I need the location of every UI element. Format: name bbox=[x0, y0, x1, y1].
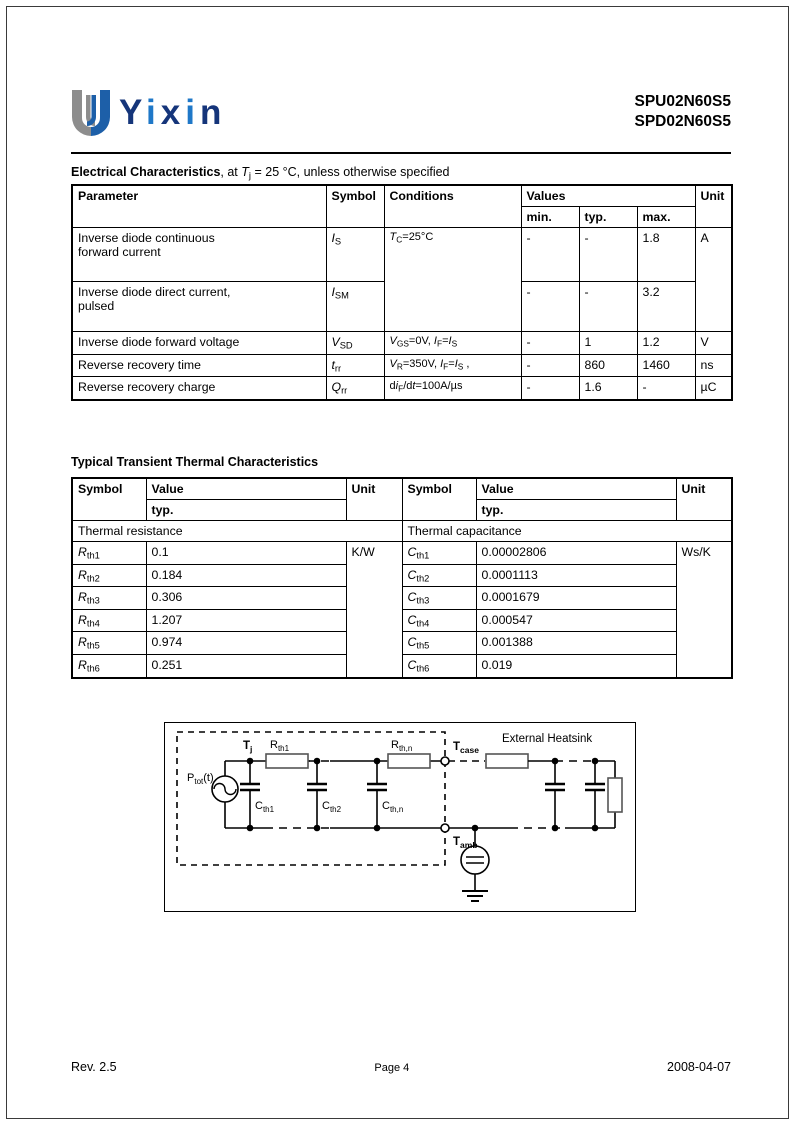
header-symbol-right: Symbol bbox=[402, 478, 476, 521]
cell-symbol bbox=[326, 377, 384, 400]
symbol-main: C bbox=[407, 567, 417, 582]
symbol-main: C bbox=[407, 658, 417, 673]
page-footer bbox=[71, 1060, 731, 1074]
label-cth1: $C_{th1}$ bbox=[255, 800, 275, 814]
part-number-secondary: SPD02N60S5 bbox=[634, 113, 731, 130]
symbol-sub: SM bbox=[334, 290, 349, 301]
table-row bbox=[72, 655, 732, 678]
electrical-title-rest1: , at bbox=[220, 165, 242, 179]
cell-typ: - bbox=[579, 282, 637, 332]
cell-value: 0.306 bbox=[146, 587, 346, 610]
yixin-u-logo-icon bbox=[71, 90, 111, 136]
parameter-line-1: Inverse diode direct current, bbox=[78, 285, 231, 299]
label-external-heatsink: External Heatsink bbox=[502, 733, 593, 745]
cell-value: 0.184 bbox=[146, 564, 346, 587]
cell-value: 0.0001679 bbox=[476, 587, 676, 610]
symbol-main: C bbox=[407, 635, 417, 650]
electrical-title-bold: Electrical Characteristics bbox=[71, 165, 221, 179]
symbol-sub: th5 bbox=[416, 641, 430, 652]
table-header-row-1 bbox=[72, 185, 732, 207]
cell-symbol bbox=[326, 332, 384, 355]
symbol-main: C bbox=[407, 545, 417, 559]
conditions-sub: C bbox=[396, 234, 403, 245]
cell-min: - bbox=[521, 282, 579, 332]
cell-typ: 1.6 bbox=[579, 377, 637, 400]
cell-unit-left: K/W bbox=[346, 542, 402, 678]
header-divider bbox=[71, 152, 731, 154]
symbol-main: R bbox=[78, 545, 87, 559]
cell-symbol bbox=[402, 655, 476, 678]
header-values: Values bbox=[521, 185, 695, 207]
symbol-sub: th5 bbox=[86, 641, 100, 652]
table-row bbox=[72, 377, 732, 400]
symbol-sub: th1 bbox=[416, 550, 430, 561]
cell-value: 1.207 bbox=[146, 609, 346, 632]
cell-symbol bbox=[326, 228, 384, 282]
cell-conditions: $V_{GS}=0V$, $I_F=I_S$ bbox=[384, 332, 521, 355]
cell-parameter bbox=[72, 228, 326, 282]
label-cthn: $C_{th,n}$ bbox=[382, 800, 404, 814]
cell-symbol bbox=[72, 609, 146, 632]
parameter-line-2: forward current bbox=[78, 245, 161, 259]
cell-value: 0.001388 bbox=[476, 632, 676, 655]
table-row bbox=[72, 542, 732, 565]
symbol-sub: th3 bbox=[86, 595, 100, 606]
header-symbol-left: Symbol bbox=[72, 478, 146, 521]
header-max: max. bbox=[637, 207, 695, 228]
table-row bbox=[72, 228, 732, 282]
header-typ-left: typ. bbox=[146, 500, 346, 521]
cell-value: 0.1 bbox=[146, 542, 346, 565]
logo-letter-i1: i bbox=[146, 93, 161, 132]
symbol-main: R bbox=[78, 612, 87, 627]
conditions-rest: =25°C bbox=[402, 231, 434, 243]
cell-min: - bbox=[521, 332, 579, 355]
cell-max: - bbox=[637, 377, 695, 400]
label-cth2: $C_{th2}$ bbox=[322, 800, 342, 814]
cell-typ: - bbox=[579, 228, 637, 282]
cell-unit: ns bbox=[695, 354, 732, 377]
logo-wordmark bbox=[119, 93, 226, 133]
header-symbol: Symbol bbox=[326, 185, 384, 228]
cell-value: 0.000547 bbox=[476, 609, 676, 632]
symbol-main: C bbox=[407, 612, 417, 627]
table-row bbox=[72, 564, 732, 587]
cell-symbol bbox=[326, 282, 384, 332]
symbol-sub: th2 bbox=[416, 573, 430, 584]
logo-letter-i2: i bbox=[185, 93, 200, 132]
company-logo bbox=[71, 90, 226, 136]
thermal-equivalent-circuit-diagram bbox=[164, 722, 636, 912]
table-row bbox=[72, 354, 732, 377]
cell-symbol bbox=[72, 564, 146, 587]
symbol-main: t bbox=[331, 357, 335, 372]
symbol-main: I bbox=[331, 231, 335, 245]
header-unit-right: Unit bbox=[676, 478, 732, 521]
symbol-main: R bbox=[78, 635, 87, 650]
cell-conditions bbox=[384, 228, 521, 332]
table-row bbox=[72, 632, 732, 655]
cell-value: 0.019 bbox=[476, 655, 676, 678]
cell-symbol bbox=[72, 587, 146, 610]
cell-symbol bbox=[402, 542, 476, 565]
header-value-right: Value bbox=[476, 478, 676, 500]
cell-unit: V bbox=[695, 332, 732, 355]
header-min: min. bbox=[521, 207, 579, 228]
logo-letter-y: Y bbox=[119, 93, 147, 132]
cell-min: - bbox=[521, 354, 579, 377]
symbol-sub: SD bbox=[339, 340, 353, 351]
cell-unit: µC bbox=[695, 377, 732, 400]
cell-min: - bbox=[521, 377, 579, 400]
cell-value: 0.0001113 bbox=[476, 564, 676, 587]
electrical-characteristics-title bbox=[71, 165, 731, 184]
header-typ-right: typ. bbox=[476, 500, 676, 521]
symbol-main: I bbox=[331, 285, 335, 299]
cell-value: 0.974 bbox=[146, 632, 346, 655]
cell-max: 1460 bbox=[637, 354, 695, 377]
symbol-main: R bbox=[78, 590, 87, 605]
table-row bbox=[72, 609, 732, 632]
cell-max: 3.2 bbox=[637, 282, 695, 332]
thermal-title-text: Typical Transient Thermal Characteristics bbox=[71, 455, 319, 469]
symbol-sub: S bbox=[334, 236, 342, 247]
cell-typ: 860 bbox=[579, 354, 637, 377]
cell-parameter bbox=[72, 282, 326, 332]
header-unit-left: Unit bbox=[346, 478, 402, 521]
symbol-main: V bbox=[331, 335, 340, 349]
part-numbers bbox=[634, 92, 731, 132]
conditions-main: T bbox=[389, 231, 397, 243]
header-conditions: Conditions bbox=[384, 185, 521, 228]
thermal-characteristics-title bbox=[71, 455, 731, 470]
thermal-characteristics-table bbox=[71, 477, 731, 679]
label-ptot: $P_{tot}(t)$ bbox=[187, 772, 214, 786]
cell-symbol bbox=[402, 632, 476, 655]
logo-letter-n: n bbox=[199, 93, 227, 132]
symbol-main: Q bbox=[331, 380, 342, 395]
parameter-line-1: Inverse diode continuous bbox=[78, 231, 215, 245]
cell-conditions: $V_R=350V$, $I_F=I_S$ , bbox=[384, 354, 521, 377]
group-label-resistance: Thermal resistance bbox=[72, 521, 402, 542]
thermal-group-row bbox=[72, 521, 732, 542]
part-number-primary: SPU02N60S5 bbox=[634, 93, 731, 110]
cell-symbol bbox=[402, 609, 476, 632]
cell-parameter: Reverse recovery charge bbox=[72, 377, 326, 400]
cell-value: 0.251 bbox=[146, 655, 346, 678]
electrical-title-rest2: = 25 °C, unless otherwise specified bbox=[251, 165, 450, 179]
header-parameter: Parameter bbox=[72, 185, 326, 228]
electrical-characteristics-table bbox=[71, 184, 731, 401]
header-unit: Unit bbox=[695, 185, 732, 228]
symbol-sub: rr bbox=[341, 385, 348, 396]
cell-max: 1.2 bbox=[637, 332, 695, 355]
symbol-sub: th6 bbox=[86, 663, 100, 674]
label-tj: $T_j$ bbox=[243, 740, 253, 754]
thermal-header-row-1 bbox=[72, 478, 732, 500]
cell-unit: A bbox=[695, 228, 732, 332]
group-label-capacitance: Thermal capacitance bbox=[402, 521, 732, 542]
header-typ: typ. bbox=[579, 207, 637, 228]
cell-parameter: Reverse recovery time bbox=[72, 354, 326, 377]
label-rth1: $R_{th1}$ bbox=[270, 739, 290, 753]
electrical-title-symbol: T bbox=[241, 165, 249, 179]
cell-typ: 1 bbox=[579, 332, 637, 355]
symbol-sub: th2 bbox=[86, 573, 100, 584]
cell-symbol bbox=[402, 564, 476, 587]
logo-letter-x: x bbox=[160, 93, 186, 132]
table-row bbox=[72, 332, 732, 355]
table-row bbox=[72, 587, 732, 610]
symbol-main: R bbox=[78, 567, 87, 582]
symbol-sub: rr bbox=[334, 363, 342, 374]
cell-parameter: Inverse diode forward voltage bbox=[72, 332, 326, 355]
cell-symbol bbox=[72, 655, 146, 678]
symbol-main: R bbox=[78, 658, 87, 673]
footer-page-number: Page 4 bbox=[374, 1062, 410, 1074]
parameter-line-2: pulsed bbox=[78, 299, 115, 313]
symbol-sub: th4 bbox=[86, 618, 100, 629]
cell-symbol bbox=[72, 542, 146, 565]
symbol-sub: th6 bbox=[416, 663, 430, 674]
header-value-left: Value bbox=[146, 478, 346, 500]
page-header bbox=[71, 88, 731, 150]
cell-symbol bbox=[72, 632, 146, 655]
label-tcase: $T_{case}$ bbox=[453, 741, 479, 755]
symbol-sub: th1 bbox=[86, 550, 100, 561]
cell-symbol bbox=[326, 354, 384, 377]
cell-conditions: $di_F/dt=100A/\mu s$ bbox=[384, 377, 521, 400]
footer-revision: Rev. 2.5 bbox=[71, 1060, 117, 1074]
symbol-main: C bbox=[407, 590, 417, 605]
label-tamb: $T_{amb}$ bbox=[453, 836, 478, 850]
symbol-sub: th4 bbox=[416, 618, 430, 629]
cell-unit-right: Ws/K bbox=[676, 542, 732, 678]
footer-date: 2008-04-07 bbox=[667, 1060, 731, 1074]
electrical-title-symbol-sub: j bbox=[248, 170, 251, 182]
cell-symbol bbox=[402, 587, 476, 610]
label-rthn: $R_{th,n}$ bbox=[391, 739, 413, 753]
symbol-sub: th3 bbox=[416, 595, 430, 606]
cell-max: 1.8 bbox=[637, 228, 695, 282]
cell-min: - bbox=[521, 228, 579, 282]
cell-value: 0.00002806 bbox=[476, 542, 676, 565]
